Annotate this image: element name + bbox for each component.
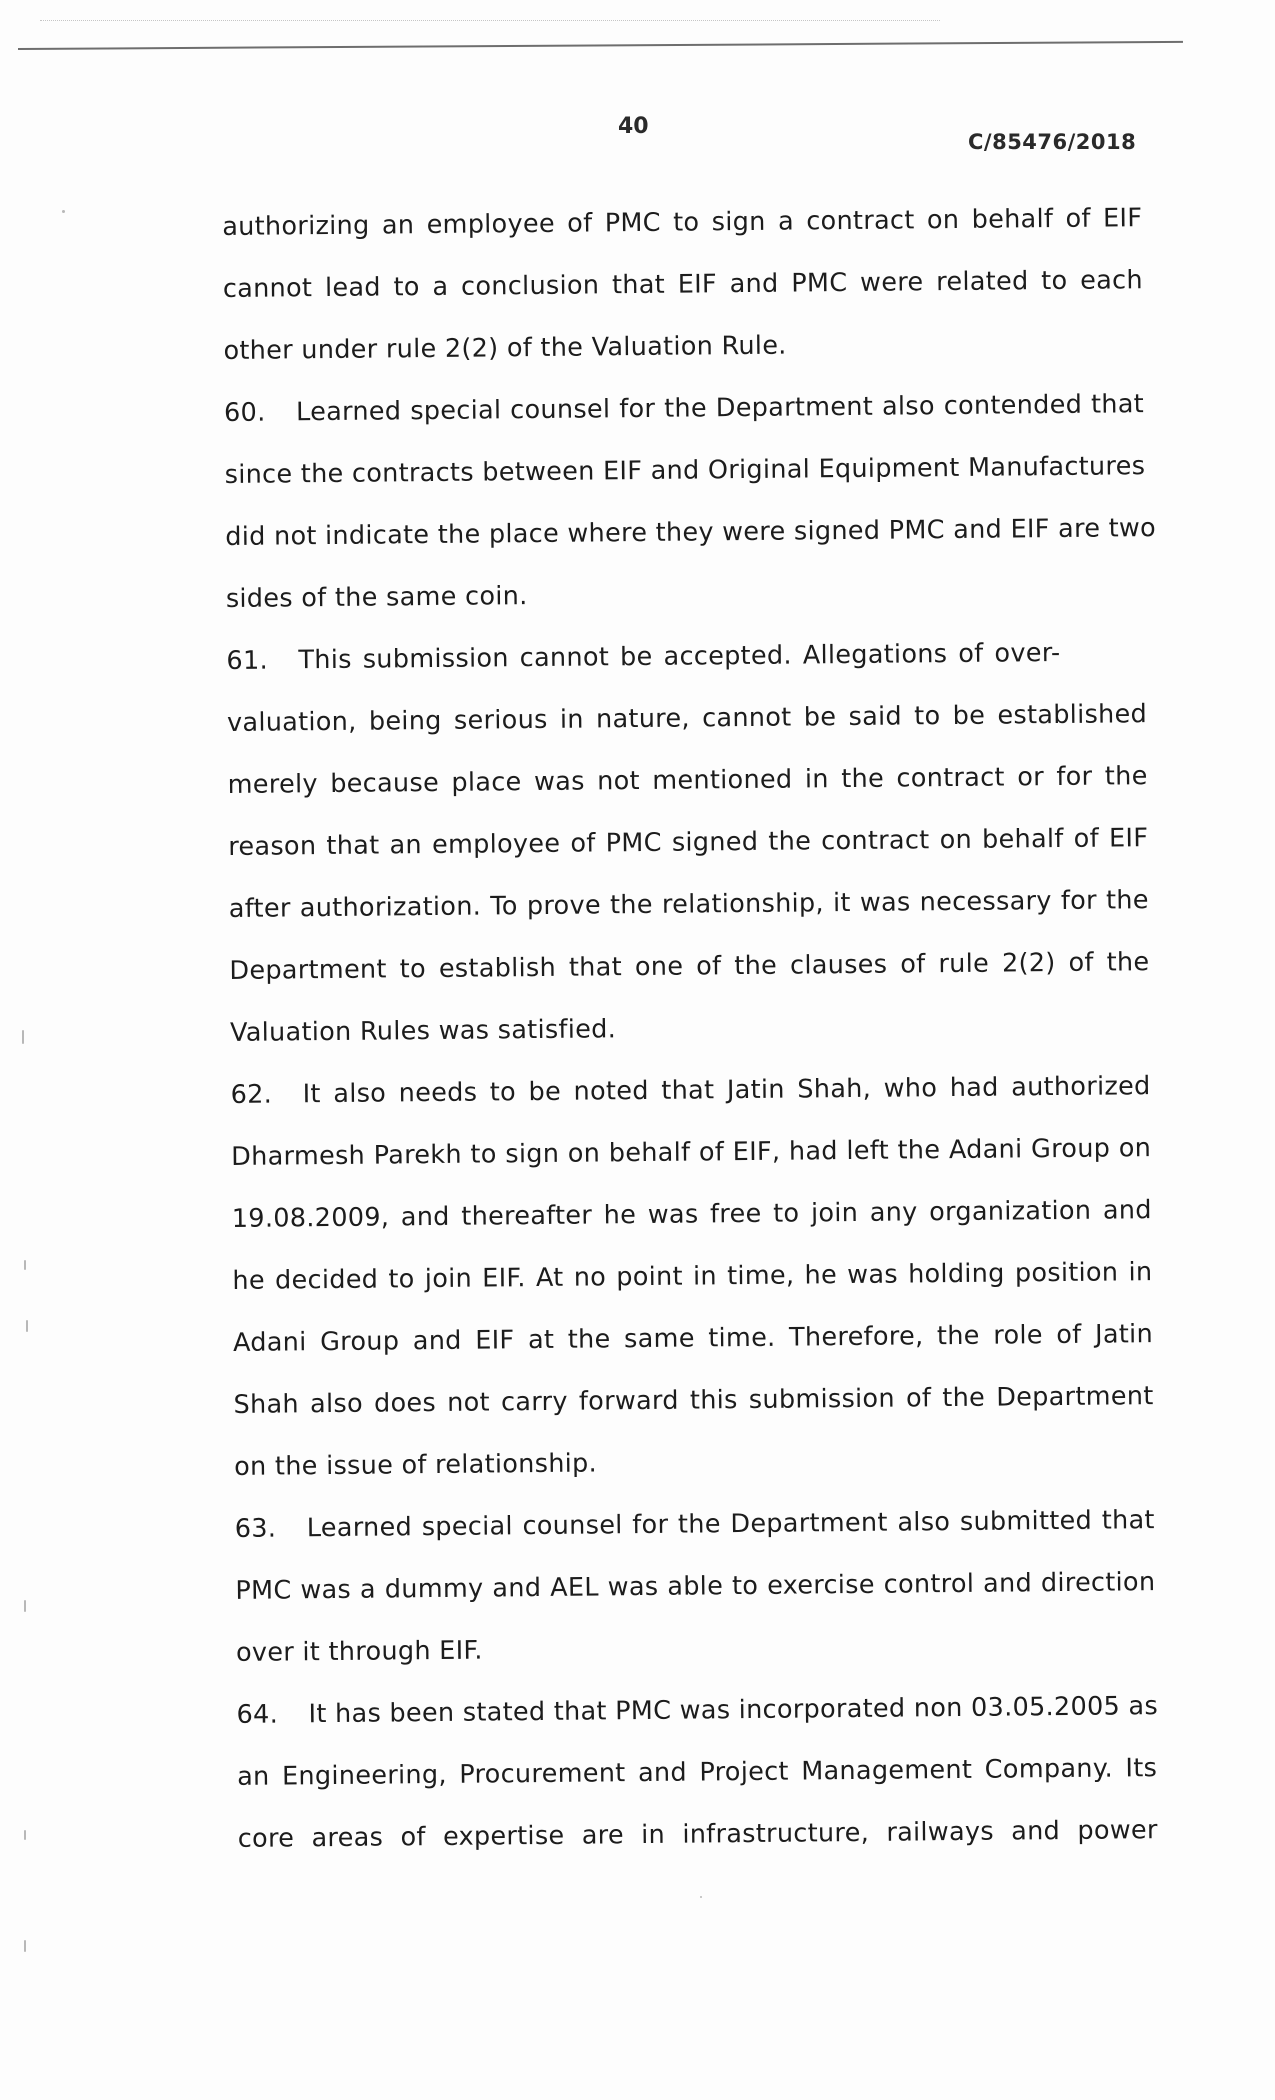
text-line: It has been stated that PMC was incorporated non 03.05.2005 as	[308, 1691, 1159, 1730]
text-line: core areas of expertise are in infrastructure, railways and power	[237, 1815, 1158, 1854]
scan-speck	[22, 1030, 24, 1044]
text-line: since the contracts between EIF and Original Equipment Manufactures	[224, 451, 1146, 490]
paragraph-63-first-line	[234, 1489, 1155, 1560]
text-line: over it through EIF.	[235, 1635, 483, 1668]
text-line: It also needs to be noted that Jatin Shah, who had authorized	[302, 1071, 1151, 1110]
paragraph-61-first-line	[226, 621, 1147, 692]
scan-speck	[62, 210, 65, 213]
text-line: PMC was a dummy and AEL was able to exercise control and direction	[235, 1567, 1156, 1606]
text-line: reason that an employee of PMC signed the contract on behalf of EIF	[228, 823, 1149, 862]
scan-speck	[24, 1600, 26, 1612]
page-number: 40	[618, 114, 649, 139]
text-line: Valuation Rules was satisfied.	[229, 1014, 617, 1048]
header-rule	[18, 41, 1183, 50]
text-line: Department to establish that one of the clauses of rule 2(2) of the	[229, 947, 1150, 986]
text-line: he decided to join EIF. At no point in time, he was holding position in	[232, 1257, 1153, 1296]
scan-speck	[26, 1320, 28, 1332]
text-line: did not indicate the place where they were signed PMC and EIF are two	[225, 513, 1157, 552]
text-line: after authorization. To prove the relationship, it was necessary for the	[228, 885, 1149, 924]
text-line: merely because place was not mentioned in the contract or for the	[227, 761, 1148, 800]
body-text	[222, 187, 1158, 1870]
text-line: an Engineering, Procurement and Project Management Company. Its	[237, 1753, 1158, 1792]
text-line: 19.08.2009, and thereafter he was free to join any organization and	[231, 1195, 1152, 1234]
text-line: authorizing an employee of PMC to sign a contract on behalf of EIF	[222, 203, 1143, 242]
text-line: other under rule 2(2) of the Valuation Rule.	[223, 330, 787, 366]
scan-speck	[700, 1896, 702, 1898]
case-number: C/85476/2018	[968, 130, 1137, 154]
text-line: Learned special counsel for the Department also submitted that	[306, 1505, 1155, 1544]
scan-speck	[24, 1260, 26, 1270]
paragraph-60-first-line	[224, 373, 1145, 444]
text-line: Adani Group and EIF at the same time. Therefore, the role of Jatin	[232, 1319, 1154, 1358]
paragraph-number: 62.	[230, 1079, 273, 1110]
text-line: Dharmesh Parekh to sign on behalf of EIF, had left the Adani Group on	[231, 1133, 1152, 1172]
paragraph-number: 63.	[234, 1513, 277, 1544]
text-line: cannot lead to a conclusion that EIF and PMC were related to each	[222, 265, 1143, 304]
scan-speck	[24, 1940, 26, 1952]
text-line: sides of the same coin.	[225, 581, 528, 614]
paragraph-number: 60.	[223, 397, 266, 428]
paragraph-number: 64.	[236, 1699, 279, 1730]
text-line: This submission cannot be accepted. Allegations of over-	[298, 637, 1061, 676]
paragraph-64-first-line	[236, 1675, 1157, 1746]
paragraph-number: 61.	[226, 645, 269, 676]
text-line: Shah also does not carry forward this submission of the Department	[233, 1381, 1154, 1420]
text-line: on the issue of relationship.	[234, 1448, 598, 1482]
scan-speck	[24, 1830, 26, 1840]
text-line: valuation, being serious in nature, cannot be said to be established	[226, 699, 1148, 738]
text-line: Learned special counsel for the Department also contended that	[295, 389, 1145, 428]
paragraph-62-first-line	[230, 1055, 1151, 1126]
scan-artifact-top	[40, 20, 940, 21]
